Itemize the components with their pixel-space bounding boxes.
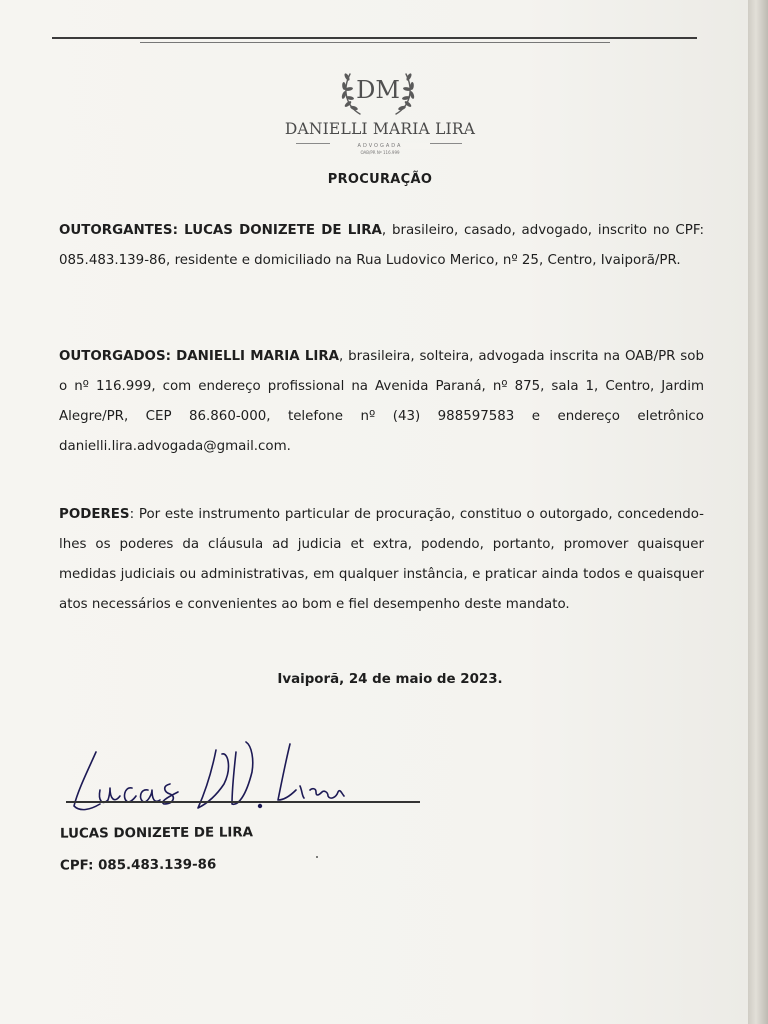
outorgados-label: OUTORGADOS <box>59 349 166 364</box>
outorgantes-paragraph: OUTORGANTES: LUCAS DONIZETE DE LIRA, brasileiro, casado, advogado, inscrito no CPF: 085.483.139-86, residente e domiciliado na Rua Ludovico Merico, nº 25, Centro, Ivaiporã/PR. <box>59 223 704 268</box>
outorgantes-name: LUCAS DONIZETE DE LIRA <box>184 223 382 238</box>
page-edge-shadow <box>748 0 768 1024</box>
laurel-monogram-logo <box>330 56 426 122</box>
outorgantes-text: , brasileiro, casado, advogado, inscrito no CPF: 085.483.139-86, residente e domiciliado na Rua Ludovico Merico, nº 25, Centro, Ivaiporã/PR. <box>59 223 704 268</box>
poderes-label: PODERES <box>59 507 130 522</box>
header-rule <box>52 37 697 39</box>
letterhead-subtitle: ADVOGADA <box>330 143 430 149</box>
poderes-paragraph <box>59 500 704 620</box>
date-line: Ivaiporã, 24 de maio de 2023. <box>277 672 503 687</box>
ink-dot <box>316 856 318 858</box>
outorgados-name: DANIELLI MARIA LIRA <box>176 349 340 364</box>
document-title: PROCURAÇÃO <box>327 172 433 187</box>
header-rule-secondary <box>140 42 610 43</box>
signature-line <box>66 801 420 803</box>
svg-text:DM: DM <box>356 76 400 104</box>
signer-cpf: CPF: 085.483.139-86 <box>59 857 217 874</box>
poderes-text: : Por este instrumento particular de procuração, constituo o outorgado, concedendo-lhes os poderes da cláusula ad judicia et extra, podendo, portanto, promover quaisquer medidas judiciais ou administrativas, em qualquer instância, e praticar ainda todos e quaisquer atos necessários e convenientes ao bom e fiel desempenho deste mandato. <box>59 507 704 612</box>
letterhead-registration: OAB/PR Nº 116.999 <box>360 150 400 155</box>
outorgantes-label: OUTORGANTES <box>59 223 173 238</box>
letterhead-name: DANIELLI MARIA LIRA <box>284 120 476 138</box>
handwritten-signature <box>66 730 366 822</box>
signer-name: LUCAS DONIZETE DE LIRA <box>59 825 254 842</box>
outorgados-paragraph: OUTORGADOS: DANIELLI MARIA LIRA, brasileira, solteira, advogada inscrita na OAB/PR sob o nº 116.999, com endereço profissional na Avenida Paraná, nº 875, sala 1, Centro, Jardim Alegre/PR, CEP 86.860-000, telefone nº (43) 988597583 e endereço eletrônico danielli.lira.advogada@gmail.com. <box>59 349 704 454</box>
outorgados-text: , brasileira, solteira, advogada inscrita na OAB/PR sob o nº 116.999, com endereço profissional na Avenida Paraná, nº 875, sala 1, Centro, Jardim Alegre/PR, CEP 86.860-000, telefone nº (43) 988597583 e endereço eletrônico danielli.lira.advogada@gmail.com. <box>59 349 704 454</box>
